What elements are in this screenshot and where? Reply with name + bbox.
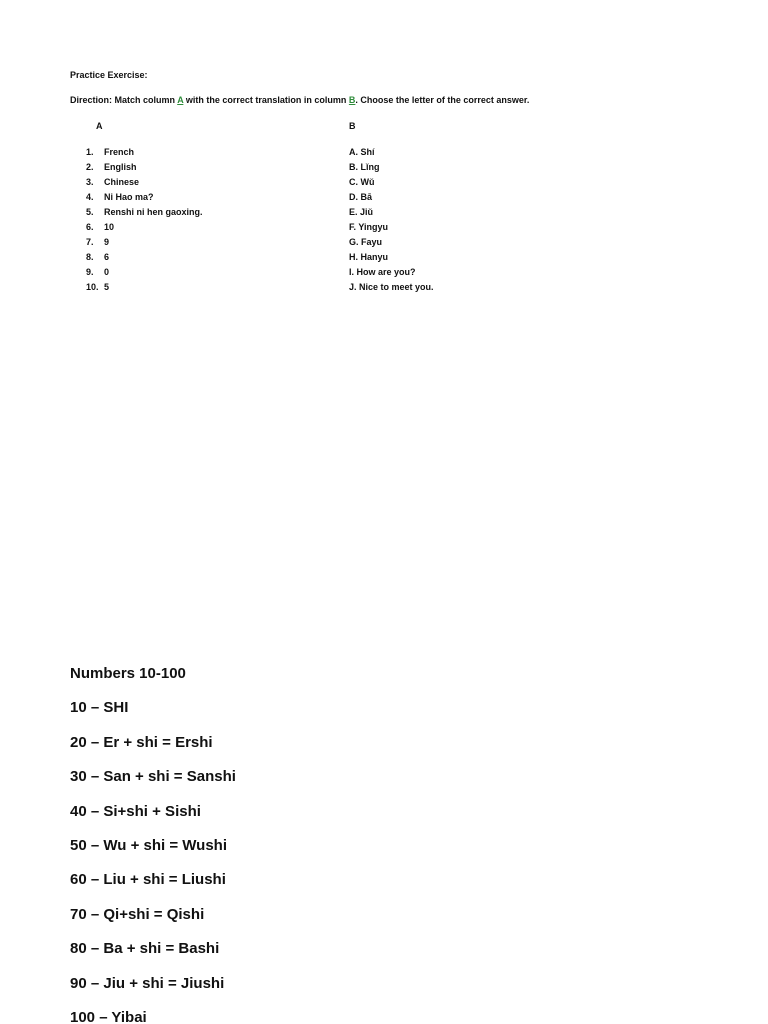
direction-column-a-ref: A [177, 95, 184, 105]
item-text: Ni Hao ma? [104, 192, 154, 202]
number-line: 20 – Er + shi = Ershi [70, 733, 213, 751]
column-b-item: G. Fayu [349, 237, 383, 247]
number-line: 30 – San + shi = Sanshi [70, 768, 236, 786]
column-a-item [86, 160, 203, 175]
item-text: French [104, 147, 135, 157]
direction-text-start: Direction: Match column [70, 95, 178, 105]
column-a-item [86, 190, 203, 205]
number-line: 50 – Wu + shi = Wushi [70, 836, 227, 854]
column-a-header: A [96, 121, 103, 131]
number-line: 100 – Yibai [70, 1008, 147, 1024]
column-b-item: I. How are you? [349, 267, 416, 277]
column-b-item: D. Bā [349, 192, 373, 202]
item-text: English [104, 162, 137, 172]
item-text: 6 [104, 252, 110, 262]
numbers-heading: Numbers 10-100 [70, 665, 186, 682]
numbers-list [70, 698, 236, 1024]
column-a-item [86, 250, 203, 265]
exercise-title: Practice Exercise: [70, 70, 148, 80]
column-b-item: J. Nice to meet you. [349, 282, 434, 292]
column-a-item [86, 220, 203, 235]
item-number: 9. [86, 267, 94, 277]
column-a-item [86, 205, 203, 220]
number-line: 40 – Si+shi + Sishi [70, 802, 201, 820]
direction-text-middle: with the correct translation in column [183, 95, 349, 105]
item-number: 8. [86, 252, 94, 262]
column-b-item: F. Yingyu [349, 222, 389, 232]
item-number: 3. [86, 177, 94, 187]
direction-column-b-ref: B [348, 95, 356, 105]
item-number: 4. [86, 192, 94, 202]
direction-text-end: . Choose the letter of the correct answer. [355, 95, 530, 105]
item-text: 10 [104, 222, 115, 232]
numbers-section [70, 664, 236, 1024]
item-text: Renshi ni hen gaoxing. [104, 207, 203, 217]
item-number: 7. [86, 237, 94, 247]
number-line: 70 – Qi+shi = Qishi [70, 905, 205, 923]
item-number: 5. [86, 207, 94, 217]
column-b-item: A. Shí [349, 147, 375, 157]
column-a-item [86, 145, 203, 160]
item-number: 10. [86, 282, 99, 292]
column-b-item: C. Wǔ [349, 177, 375, 187]
column-b-header: B [349, 121, 356, 131]
number-line: 10 – SHI [70, 699, 129, 717]
exercise-direction [70, 95, 529, 105]
item-number: 1. [86, 147, 94, 157]
column-b-list [349, 145, 434, 295]
column-a-item [86, 175, 203, 190]
column-b-item: B. Lǐng [349, 162, 380, 172]
item-number: 2. [86, 162, 94, 172]
column-b-item: E. Jiǔ [349, 207, 374, 217]
item-number: 6. [86, 222, 94, 232]
number-line: 80 – Ba + shi = Bashi [70, 940, 220, 958]
column-a-item [86, 235, 203, 250]
item-text: 9 [104, 237, 110, 247]
number-line: 60 – Liu + shi = Liushi [70, 871, 226, 889]
column-a-item [86, 265, 203, 280]
number-line: 90 – Jiu + shi = Jiushi [70, 974, 225, 992]
item-text: Chinese [104, 177, 140, 187]
column-a-item [86, 280, 203, 295]
column-b-item: H. Hanyu [349, 252, 389, 262]
item-text: 0 [104, 267, 110, 277]
column-a-list [86, 145, 203, 295]
item-text: 5 [104, 282, 110, 292]
